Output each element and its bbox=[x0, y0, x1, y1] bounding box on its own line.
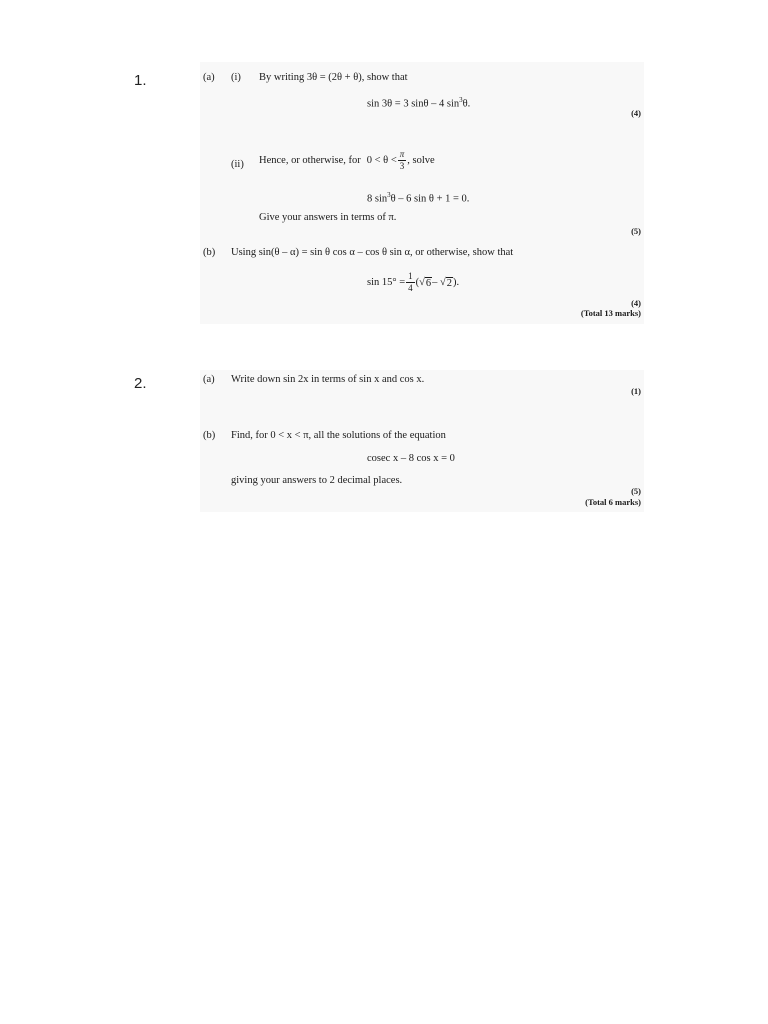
q1-b-fraction bbox=[406, 272, 415, 293]
q1-aii-condition: 0 < θ < bbox=[366, 155, 397, 166]
q1-aii-note: Give your answers in terms of π. bbox=[259, 212, 397, 223]
q1-ai-eq-end: θ. bbox=[462, 98, 471, 110]
q1-part-aii-label: (ii) bbox=[231, 159, 244, 170]
q1-b-frac-num: 1 bbox=[408, 271, 413, 281]
q1-total-marks: (Total 13 marks) bbox=[580, 308, 641, 318]
q1-b-eq-r2: 2 bbox=[446, 277, 453, 289]
q1-aii-statement bbox=[259, 150, 435, 171]
question-1-number: 1. bbox=[134, 72, 147, 89]
q2-part-b-label: (b) bbox=[203, 430, 216, 441]
q1-b-eq-open: (√ bbox=[415, 277, 425, 288]
q1-aii-eq-exp: 3 bbox=[387, 191, 391, 199]
q1-aii-frac-num: π bbox=[399, 149, 405, 159]
q2-part-a-label: (a) bbox=[203, 374, 215, 385]
q1-part-a-label: (a) bbox=[203, 72, 215, 83]
q1-aii-frac-den: 3 bbox=[399, 161, 405, 171]
q1-aii-fraction bbox=[398, 150, 407, 171]
q1-b-eq-mid: – √ bbox=[432, 277, 446, 288]
q1-ai-eq-exp: 3 bbox=[459, 96, 463, 104]
q2-part-b-text: Find, for 0 < x < π, all the solutions of the equation bbox=[231, 430, 446, 441]
q1-aii-eq-start: 8 sin bbox=[367, 193, 388, 205]
question-2-panel bbox=[200, 370, 644, 512]
q1-ai-eq-main: sin 3θ = 3 sinθ – 4 sin bbox=[367, 98, 460, 110]
q1-part-ai-label: (i) bbox=[231, 72, 241, 83]
q1-aii-marks: (5) bbox=[631, 226, 641, 236]
q1-b-equation bbox=[367, 272, 459, 293]
q1-aii-equation bbox=[367, 191, 469, 205]
q1-part-b-text: Using sin(θ – α) = sin θ cos α – cos θ sin α, or otherwise, show that bbox=[231, 247, 514, 258]
q2-part-a-text: Write down sin 2x in terms of sin x and cos x. bbox=[231, 374, 425, 385]
q1-aii-solve: , solve bbox=[407, 155, 435, 166]
q1-part-ai-text: By writing 3θ = (2θ + θ), show that bbox=[259, 72, 408, 83]
q1-b-marks: (4) bbox=[631, 298, 641, 308]
q2-a-marks: (1) bbox=[631, 386, 641, 396]
q1-aii-eq-end: θ – 6 sin θ + 1 = 0. bbox=[390, 193, 470, 205]
question-2-number: 2. bbox=[134, 375, 147, 392]
q1-ai-equation bbox=[367, 96, 470, 110]
q1-ai-marks: (4) bbox=[631, 108, 641, 118]
q2-total-marks: (Total 6 marks) bbox=[585, 497, 641, 507]
q2-b-note: giving your answers to 2 decimal places. bbox=[231, 475, 403, 486]
q1-b-frac-den: 4 bbox=[408, 283, 413, 293]
q1-part-b-label: (b) bbox=[203, 247, 216, 258]
q1-b-eq-close: ). bbox=[453, 277, 460, 288]
q1-aii-text: Hence, or otherwise, for bbox=[259, 155, 361, 166]
q1-b-eq-left: sin 15° = bbox=[367, 277, 406, 288]
q2-b-marks: (5) bbox=[631, 486, 641, 496]
q2-b-equation: cosec x – 8 cos x = 0 bbox=[367, 453, 455, 464]
q1-b-eq-r1: 6 bbox=[425, 277, 432, 289]
